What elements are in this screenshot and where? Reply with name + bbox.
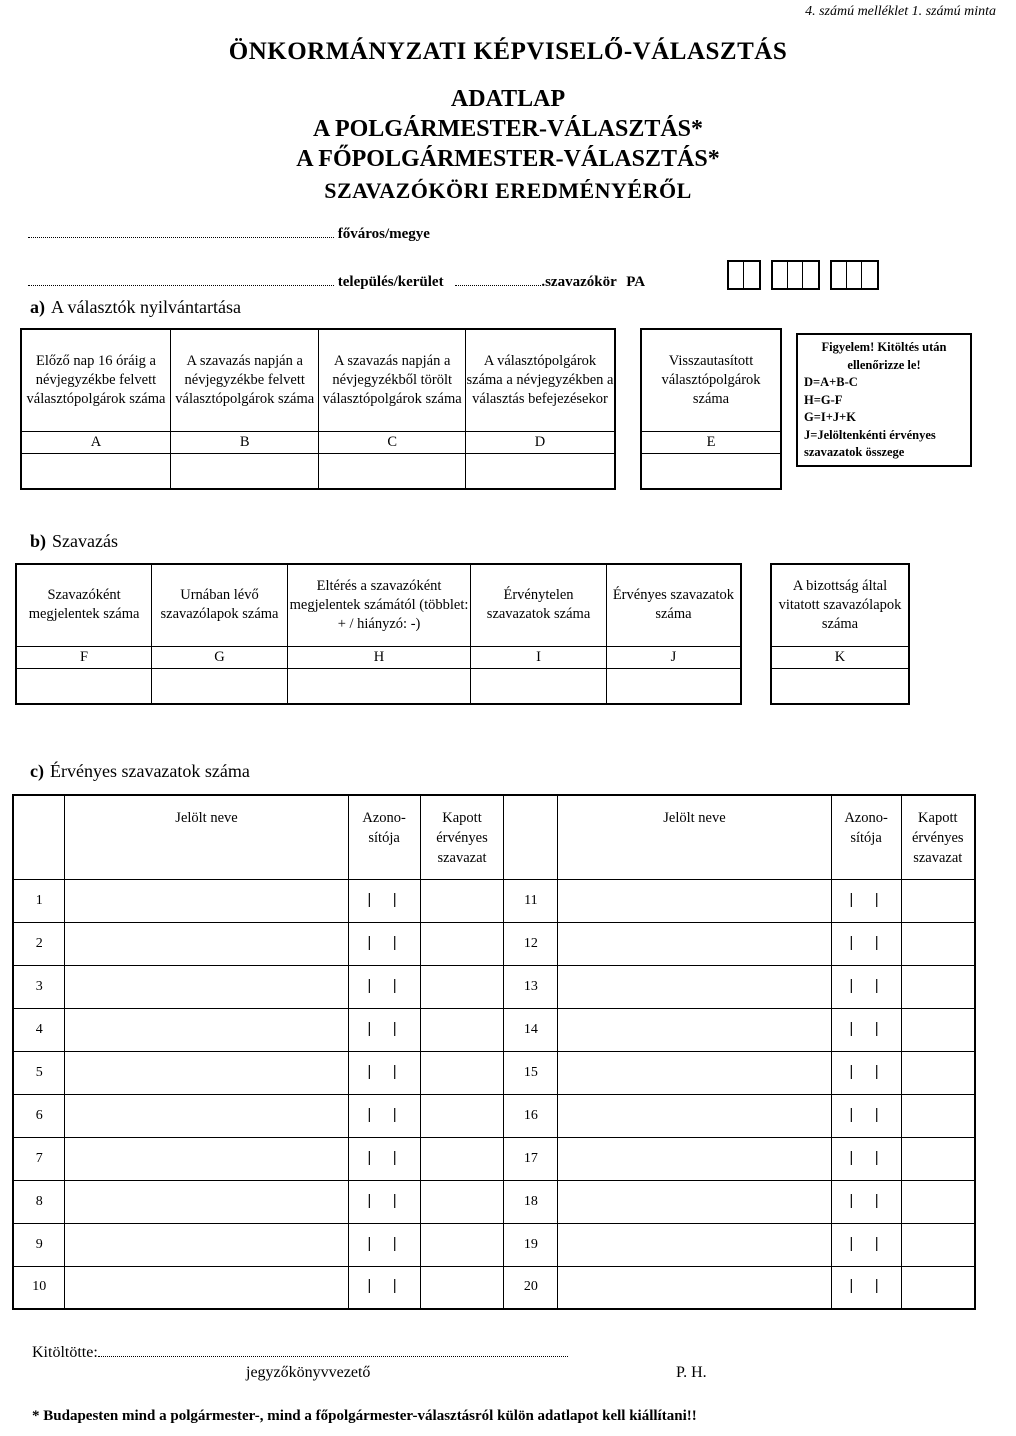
col-j-value[interactable] — [606, 668, 741, 704]
left-number-header — [13, 795, 65, 879]
candidate-number: 9 — [13, 1223, 65, 1266]
settlement-field[interactable] — [28, 274, 334, 286]
candidate-votes-field[interactable] — [420, 1180, 504, 1223]
candidate-id-field[interactable]: | | — [348, 1008, 420, 1051]
left-id-header: Azono-sítója — [348, 795, 420, 879]
table-row — [13, 879, 975, 922]
candidate-name-field[interactable] — [65, 1266, 348, 1309]
candidate-number: 8 — [13, 1180, 65, 1223]
district-number-field[interactable] — [455, 274, 541, 286]
col-e-value[interactable] — [641, 453, 781, 489]
candidate-name-field[interactable] — [65, 1223, 348, 1266]
mayor-election-title: A POLGÁRMESTER-VÁLASZTÁS* — [312, 116, 704, 142]
candidate-id-field[interactable]: | | — [831, 1180, 901, 1223]
col-d-header: A választópolgárok száma a névjegyzékben a választás befejezésekor — [465, 329, 615, 431]
check-note-warning: Figyelem! Kitöltés után ellenőrizze le! — [821, 340, 947, 372]
col-c-value[interactable] — [319, 453, 466, 489]
candidate-votes-field[interactable] — [901, 879, 975, 922]
candidate-votes-field[interactable] — [420, 1008, 504, 1051]
section-a-letter: a) — [30, 297, 45, 317]
candidate-id-field[interactable]: | | — [348, 1223, 420, 1266]
col-c-header: A szavazás napján a névjegyzékből törölt választópolgárok száma — [319, 329, 466, 431]
table-row — [13, 1266, 975, 1309]
col-i-letter: I — [471, 646, 607, 668]
candidate-id-field[interactable]: | | — [831, 922, 901, 965]
county-label: főváros/megye — [337, 226, 430, 242]
col-i-header: Érvénytelen szavazatok száma — [471, 564, 607, 646]
candidate-number: 20 — [504, 1266, 558, 1309]
candidate-name-field[interactable] — [65, 1180, 348, 1223]
rejected-voters-table — [640, 328, 782, 490]
code-box-group-3[interactable] — [830, 260, 879, 290]
right-name-header: Jelölt neve — [558, 795, 831, 879]
recorder-label: jegyzőkönyvvezető — [246, 1364, 371, 1381]
candidate-name-field[interactable] — [558, 1137, 831, 1180]
section-b-heading — [30, 531, 118, 552]
filled-by-field[interactable] — [98, 1345, 568, 1357]
candidate-name-field[interactable] — [558, 1094, 831, 1137]
col-d-value[interactable] — [465, 453, 615, 489]
col-h-value[interactable] — [287, 668, 470, 704]
candidate-name-field[interactable] — [558, 1223, 831, 1266]
col-e-header: Visszautasított választópolgárok száma — [641, 329, 781, 431]
candidate-id-field[interactable]: | | — [348, 1180, 420, 1223]
candidate-id-field[interactable]: | | — [831, 1266, 901, 1309]
check-formula-g: G=I+J+K — [804, 410, 856, 424]
section-a-title: A választók nyilvántartása — [51, 297, 241, 317]
section-b-letter: b) — [30, 531, 47, 551]
candidate-votes-field[interactable] — [901, 1094, 975, 1137]
col-f-header: Szavazóként megjelentek száma — [16, 564, 152, 646]
candidate-number: 12 — [504, 922, 558, 965]
candidate-votes-field[interactable] — [420, 1094, 504, 1137]
stamp-label: P. H. — [676, 1364, 707, 1381]
candidate-votes-field[interactable] — [420, 1266, 504, 1309]
candidate-id-field[interactable]: | | — [348, 922, 420, 965]
candidate-name-field[interactable] — [558, 922, 831, 965]
candidate-id-field[interactable]: | | — [348, 1137, 420, 1180]
candidate-votes-field[interactable] — [901, 1266, 975, 1309]
col-b-header: A szavazás napján a névjegyzékbe felvett választópolgárok száma — [170, 329, 318, 431]
table-row — [13, 1008, 975, 1051]
candidate-name-field[interactable] — [65, 922, 348, 965]
candidate-number: 3 — [13, 965, 65, 1008]
candidate-votes-field[interactable] — [901, 1180, 975, 1223]
candidate-name-field[interactable] — [65, 965, 348, 1008]
county-field[interactable] — [28, 226, 334, 238]
check-formula-j: J=Jelöltenkénti érvényes szavazatok összege — [804, 427, 936, 459]
col-g-header: Urnában lévő szavazólapok száma — [152, 564, 288, 646]
table-row — [13, 1051, 975, 1094]
candidate-id-field[interactable]: | | — [831, 965, 901, 1008]
candidate-number: 10 — [13, 1266, 65, 1309]
voter-register-table — [20, 328, 616, 490]
candidate-number: 1 — [13, 879, 65, 922]
candidate-votes-field[interactable] — [420, 965, 504, 1008]
col-f-value[interactable] — [16, 668, 152, 704]
col-j-header: Érvényes szavazatok száma — [606, 564, 741, 646]
col-d-letter: D — [465, 431, 615, 453]
candidate-number: 11 — [504, 879, 558, 922]
candidate-number: 19 — [504, 1223, 558, 1266]
candidate-name-field[interactable] — [65, 879, 348, 922]
candidate-id-field[interactable]: | | — [348, 965, 420, 1008]
candidate-votes-field[interactable] — [420, 922, 504, 965]
candidate-votes-field[interactable] — [901, 1008, 975, 1051]
candidate-id-field[interactable]: | | — [348, 879, 420, 922]
candidate-number: 17 — [504, 1137, 558, 1180]
col-i-value[interactable] — [471, 668, 607, 704]
candidate-votes-field[interactable] — [901, 1223, 975, 1266]
candidate-name-field[interactable] — [558, 965, 831, 1008]
table-row — [13, 1223, 975, 1266]
disputed-ballots-table — [770, 563, 910, 705]
candidate-votes-field[interactable] — [901, 1137, 975, 1180]
code-box-group-2[interactable] — [771, 260, 820, 290]
district-code-boxes — [727, 260, 879, 290]
candidate-votes-field[interactable] — [901, 965, 975, 1008]
check-formula-h: H=G-F — [804, 392, 843, 407]
candidate-votes-field[interactable] — [420, 1137, 504, 1180]
candidate-votes-table — [12, 794, 976, 1310]
col-h-letter: H — [287, 646, 470, 668]
col-a-header: Előző nap 16 óráig a névjegyzékbe felvett választópolgárok száma — [21, 329, 170, 431]
col-k-letter: K — [771, 646, 909, 668]
candidate-name-field[interactable] — [558, 879, 831, 922]
candidate-number: 6 — [13, 1094, 65, 1137]
right-votes-header: Kapott érvényes szavazat — [901, 795, 975, 879]
left-name-header: Jelölt neve — [65, 795, 348, 879]
code-box-group-1[interactable] — [727, 260, 761, 290]
col-a-value[interactable] — [21, 453, 170, 489]
candidate-number: 7 — [13, 1137, 65, 1180]
filled-by-label: Kitöltötte: — [32, 1344, 98, 1361]
col-f-letter: F — [16, 646, 152, 668]
col-k-value[interactable] — [771, 668, 909, 704]
section-b-title: Szavazás — [52, 531, 118, 551]
candidate-votes-field[interactable] — [901, 1051, 975, 1094]
candidate-votes-field[interactable] — [420, 879, 504, 922]
voting-table — [15, 563, 742, 705]
col-a-letter: A — [21, 431, 170, 453]
candidate-votes-field[interactable] — [901, 922, 975, 965]
col-b-value[interactable] — [170, 453, 318, 489]
candidate-rows — [13, 879, 975, 1309]
settlement-label: település/kerület — [337, 274, 444, 290]
col-g-value[interactable] — [152, 668, 288, 704]
candidate-name-field[interactable] — [558, 1180, 831, 1223]
footnote: * Budapesten mind a polgármester-, mind a főpolgármester-választásról külön adatlapot kell kiállítani!! — [32, 1408, 697, 1424]
col-h-header: Eltérés a szavazóként megjelentek számától (többlet: + / hiányzó: -) — [287, 564, 470, 646]
table-row — [13, 922, 975, 965]
candidate-id-field[interactable]: | | — [348, 1266, 420, 1309]
left-votes-header: Kapott érvényes szavazat — [420, 795, 504, 879]
district-results-title: SZAVAZÓKÖRI EREDMÉNYÉRŐL — [324, 178, 692, 203]
candidate-name-field[interactable] — [65, 1051, 348, 1094]
candidate-id-field[interactable]: | | — [831, 1137, 901, 1180]
col-b-letter: B — [170, 431, 318, 453]
candidate-number: 4 — [13, 1008, 65, 1051]
col-e-letter: E — [641, 431, 781, 453]
pa-label: PA — [626, 274, 646, 290]
candidate-name-field[interactable] — [65, 1094, 348, 1137]
candidate-id-field[interactable]: | | — [831, 1051, 901, 1094]
candidate-number: 5 — [13, 1051, 65, 1094]
candidate-number: 2 — [13, 922, 65, 965]
section-c-heading — [30, 761, 250, 782]
lord-mayor-election-title: A FŐPOLGÁRMESTER-VÁLASZTÁS* — [296, 146, 720, 172]
candidate-number: 14 — [504, 1008, 558, 1051]
col-k-header: A bizottság által vitatott szavazólapok száma — [771, 564, 909, 646]
section-c-title: Érvényes szavazatok száma — [49, 761, 250, 781]
candidate-number: 15 — [504, 1051, 558, 1094]
main-title: ÖNKORMÁNYZATI KÉPVISELŐ-VÁLASZTÁS — [228, 38, 788, 65]
right-number-header — [504, 795, 558, 879]
candidate-number: 16 — [504, 1094, 558, 1137]
section-a-heading — [30, 297, 241, 318]
col-j-letter: J — [606, 646, 741, 668]
table-row — [13, 965, 975, 1008]
candidate-number: 13 — [504, 965, 558, 1008]
candidate-id-field[interactable]: | | — [831, 879, 901, 922]
candidate-votes-field[interactable] — [420, 1223, 504, 1266]
table-row — [13, 1180, 975, 1223]
candidate-name-field[interactable] — [65, 1137, 348, 1180]
candidate-votes-field[interactable] — [420, 1051, 504, 1094]
col-c-letter: C — [319, 431, 466, 453]
candidate-name-field[interactable] — [65, 1008, 348, 1051]
section-c-letter: c) — [30, 761, 44, 781]
table-row — [13, 1137, 975, 1180]
settlement-line — [28, 274, 645, 291]
col-g-letter: G — [152, 646, 288, 668]
county-line — [28, 226, 430, 243]
form-title: ADATLAP — [450, 86, 566, 112]
check-note-box — [796, 333, 972, 467]
candidate-name-field[interactable] — [558, 1008, 831, 1051]
table-row — [13, 1094, 975, 1137]
filled-by-line — [32, 1344, 568, 1362]
candidate-id-field[interactable]: | | — [831, 1008, 901, 1051]
candidate-name-field[interactable] — [558, 1051, 831, 1094]
candidate-id-field[interactable]: | | — [348, 1094, 420, 1137]
candidate-id-field[interactable]: | | — [831, 1094, 901, 1137]
candidate-id-field[interactable]: | | — [831, 1223, 901, 1266]
check-formula-d: D=A+B-C — [804, 375, 858, 389]
candidate-id-field[interactable]: | | — [348, 1051, 420, 1094]
district-label: .szavazókör — [541, 274, 617, 290]
candidate-number: 18 — [504, 1180, 558, 1223]
annex-note: 4. számú melléklet 1. számú minta — [805, 4, 996, 19]
candidate-name-field[interactable] — [558, 1266, 831, 1309]
right-id-header: Azono-sítója — [831, 795, 901, 879]
